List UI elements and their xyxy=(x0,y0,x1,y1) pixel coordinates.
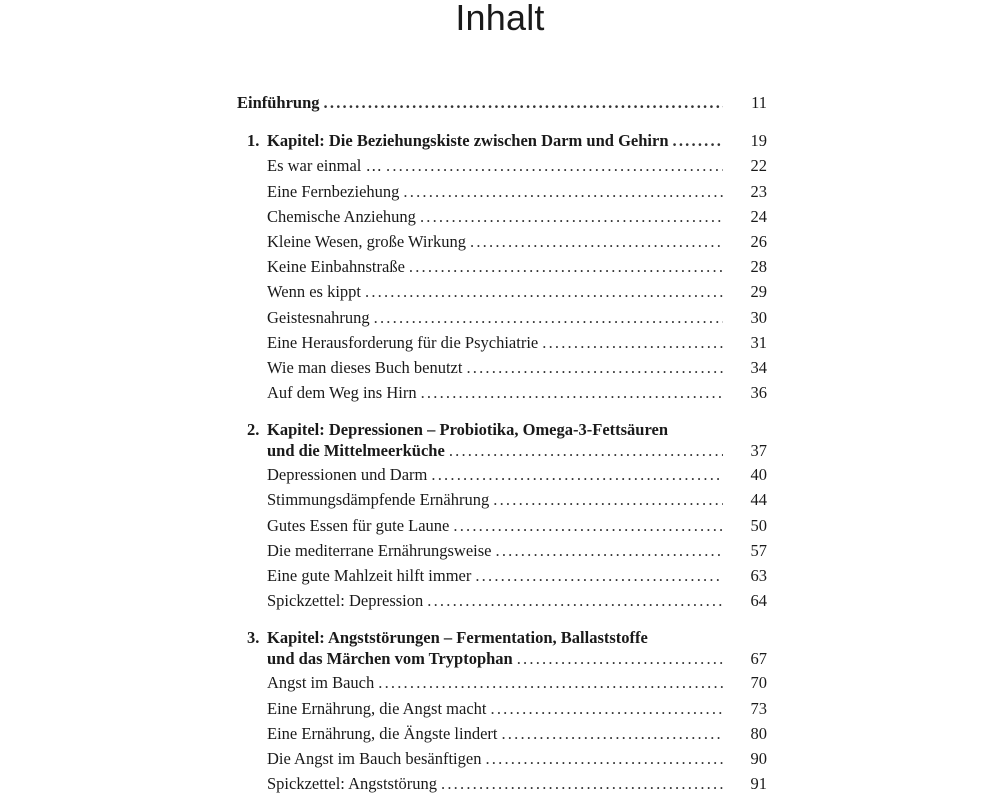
toc-page-number: 57 xyxy=(750,540,767,560)
dot-leader xyxy=(374,305,723,330)
dot-leader xyxy=(378,670,723,695)
dot-leader xyxy=(421,380,723,405)
toc-section-label: Geistesnahrung xyxy=(267,307,370,327)
toc-chapter-2 xyxy=(237,420,767,440)
toc-section-label: Eine Herausforderung für die Psychiatrie xyxy=(267,332,539,352)
toc-section xyxy=(237,563,767,588)
dot-leader xyxy=(324,90,723,115)
dot-leader xyxy=(365,279,723,304)
dot-leader xyxy=(501,721,723,746)
toc-page-number: 24 xyxy=(750,206,767,226)
toc-section xyxy=(237,487,767,512)
toc-section xyxy=(237,254,767,279)
dot-leader xyxy=(470,229,723,254)
toc-section xyxy=(237,229,767,254)
toc-page-number: 29 xyxy=(750,282,767,302)
dot-leader xyxy=(420,204,723,229)
toc-page-number: 36 xyxy=(750,383,767,403)
toc-chapter-label xyxy=(247,128,669,153)
toc-section xyxy=(237,670,767,695)
toc-section-label: Angst im Bauch xyxy=(267,673,375,693)
toc-page-number: 31 xyxy=(750,332,767,352)
toc-page-number: 73 xyxy=(750,698,767,718)
toc-section xyxy=(237,153,767,178)
dot-leader xyxy=(453,513,723,538)
toc-section-label: Eine Ernährung, die Ängste lindert xyxy=(267,723,498,743)
toc-section xyxy=(237,721,767,746)
toc-page-number: 19 xyxy=(750,131,767,151)
toc-section-label: Es war einmal … xyxy=(267,156,383,176)
dot-leader xyxy=(427,588,723,613)
toc-section-label: Spickzettel: Depression xyxy=(267,591,424,611)
toc-page-number: 11 xyxy=(751,93,767,112)
toc-page-number: 22 xyxy=(750,156,767,176)
toc-section-label: Gutes Essen für gute Laune xyxy=(267,515,450,535)
toc-chapter-3-continued xyxy=(237,648,767,670)
dot-leader xyxy=(403,179,723,204)
toc-section-label: Depressionen und Darm xyxy=(267,465,428,485)
toc-page-number: 44 xyxy=(750,490,767,510)
toc-section-label: Wie man dieses Buch benutzt xyxy=(267,357,463,377)
toc-section xyxy=(237,746,767,771)
chapter-number: 1. xyxy=(247,131,260,151)
toc-page-number: 50 xyxy=(750,515,767,535)
toc-chapter-2-continued xyxy=(237,440,767,462)
toc-page-number: 34 xyxy=(750,357,767,377)
dot-leader xyxy=(485,746,723,771)
toc-page-number: 26 xyxy=(750,231,767,251)
toc-section-label: Auf dem Weg ins Hirn xyxy=(267,383,417,403)
chapter-number: 2. xyxy=(247,420,260,440)
chapter-number: 3. xyxy=(247,628,260,648)
toc-section xyxy=(237,380,767,405)
toc-section xyxy=(237,588,767,613)
dot-leader xyxy=(466,355,723,380)
toc-section-label: Wenn es kippt xyxy=(267,282,361,302)
toc-section xyxy=(237,462,767,487)
dot-leader xyxy=(542,330,723,355)
toc-section xyxy=(237,330,767,355)
chapter-title-continued: und das Märchen vom Tryptophan xyxy=(267,649,513,669)
toc-section-label: Eine gute Mahlzeit hilft immer xyxy=(267,566,472,585)
toc-section-label: Eine Ernährung, die Angst macht xyxy=(267,698,487,718)
toc-page-number: 37 xyxy=(750,441,767,461)
toc-section-label: Eine Fernbeziehung xyxy=(267,181,400,201)
chapter-title: Kapitel: Depressionen – Probiotika, Omega-3-Fettsäuren xyxy=(267,420,669,440)
dot-leader xyxy=(491,696,724,721)
chapter-title-continued: und die Mittelmeerküche xyxy=(267,441,445,461)
toc-section-label: Stimmungsdämpfende Ernährung xyxy=(267,490,490,510)
chapter-title: Kapitel: Angststörungen – Fermentation, Ballaststoffe xyxy=(267,628,648,648)
dot-leader xyxy=(386,153,723,178)
toc-section-label: Die mediterrane Ernährungsweise xyxy=(267,540,492,560)
toc-section xyxy=(237,538,767,563)
dot-leader xyxy=(441,771,723,796)
toc-section xyxy=(237,204,767,229)
toc-section xyxy=(237,696,767,721)
toc-chapter-label xyxy=(247,420,668,440)
toc-page-number: 30 xyxy=(750,307,767,327)
toc-section-label: Spickzettel: Angststörung xyxy=(267,774,438,794)
dot-leader xyxy=(409,254,723,279)
toc-chapter-3 xyxy=(237,628,767,648)
dot-leader xyxy=(517,648,723,670)
toc-section xyxy=(237,279,767,304)
page-title: Inhalt xyxy=(455,0,545,38)
toc-entry-label: Einführung xyxy=(237,93,320,112)
toc-section-label: Keine Einbahnstraße xyxy=(267,257,405,277)
dot-leader xyxy=(475,563,723,588)
dot-leader xyxy=(431,462,723,487)
toc-page-number: 64 xyxy=(750,591,767,611)
toc-section xyxy=(237,513,767,538)
toc-section-label: Kleine Wesen, große Wirkung xyxy=(267,231,467,251)
dot-leader xyxy=(449,440,723,462)
toc-page-number: 23 xyxy=(750,181,767,201)
dot-leader xyxy=(673,128,723,153)
toc-section xyxy=(237,305,767,330)
dot-leader xyxy=(493,487,723,512)
chapter-title: Kapitel: Die Beziehungskiste zwischen Darm und Gehirn xyxy=(267,131,669,151)
toc-page-number: 90 xyxy=(750,748,767,768)
toc-section xyxy=(237,355,767,380)
toc-page-number: 80 xyxy=(750,723,767,743)
toc-page-number: 28 xyxy=(750,257,767,277)
dot-leader xyxy=(496,538,724,563)
table-of-contents xyxy=(237,90,767,796)
toc-section xyxy=(237,771,767,796)
toc-page-number: 91 xyxy=(750,774,767,794)
toc-page-number: 67 xyxy=(750,649,767,669)
toc-page-number: 40 xyxy=(750,465,767,485)
toc-section-label: Chemische Anziehung xyxy=(267,206,416,226)
toc-chapter-1 xyxy=(237,128,767,153)
toc-chapter-label xyxy=(247,628,648,648)
toc-section-label: Die Angst im Bauch besänftigen xyxy=(267,748,482,768)
toc-entry-intro xyxy=(237,90,767,115)
toc-page-number: 70 xyxy=(750,673,767,693)
toc-page-number: 63 xyxy=(750,566,767,585)
toc-section xyxy=(237,179,767,204)
